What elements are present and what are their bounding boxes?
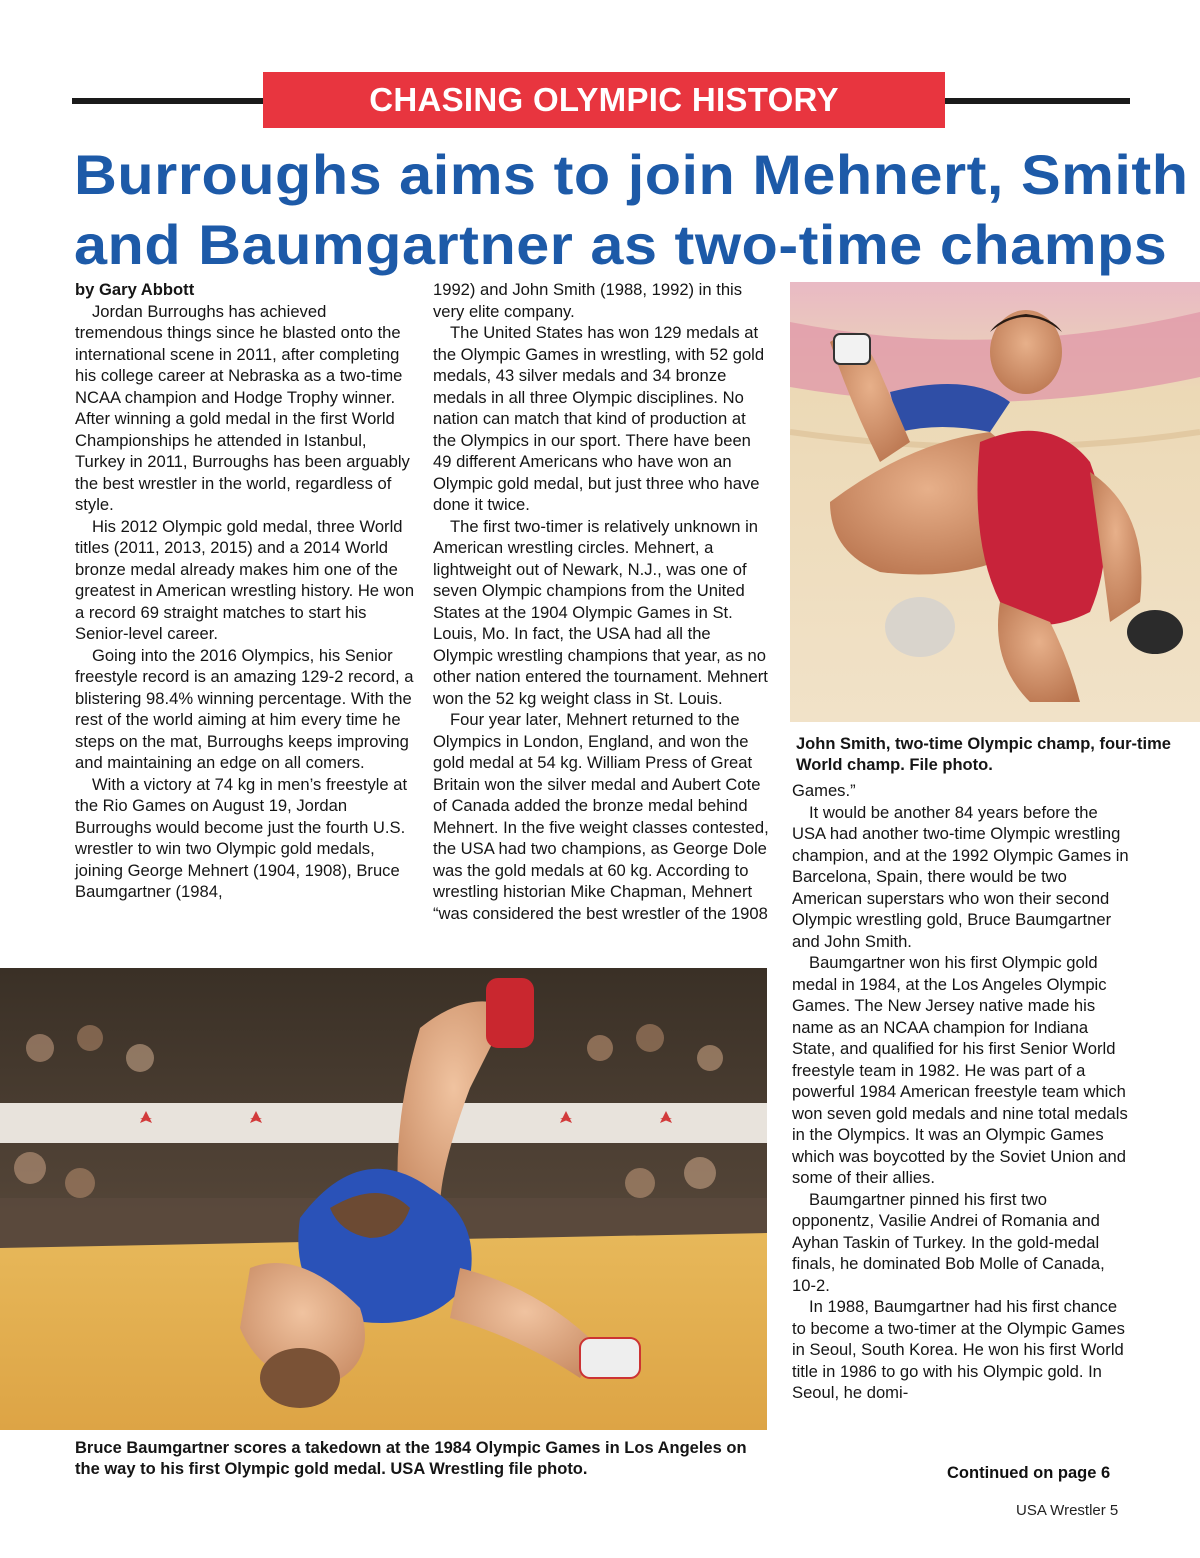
headline-line-2: and Baumgartner as two-time champs xyxy=(74,213,1168,276)
header-rule-right xyxy=(944,98,1130,104)
article-headline xyxy=(74,140,1200,280)
section-banner-title: CHASING OLYMPIC HISTORY xyxy=(369,81,839,118)
paragraph: Baumgartner won his first Olympic gold medal in 1984, at the Los Angeles Olympic Games. The New Jersey native made his name as an NCAA champion for Indiana State, and qualified for his first Senior World freestyle team in 1982. He was part of a powerful 1984 American freestyle team which won seven gold medals and nine total medals in the Olympics. It was an Olympic Games which was boycotted by the Soviet Union and some of their allies. xyxy=(792,953,1128,1187)
paragraph: Jordan Burroughs has achieved tremendous things since he blasted onto the international scene in 2011, after completing his college career at Nebraska as a two-time NCAA champion and Hodge Trophy winner. After winning a gold medal in the first World Championships he attended in Istanbul, Turkey in 2011, Burroughs has been arguably the best wrestler in the world, regardless of style. xyxy=(75,301,410,514)
article-column-1 xyxy=(75,279,415,903)
section-banner xyxy=(263,72,945,128)
photo-john-smith xyxy=(790,282,1200,722)
paragraph: Going into the 2016 Olympics, his Senior freestyle record is an amazing 129-2 record, a blistering 98.4% winning percentage. With the rest of the world aiming at him every time he steps on the mat, Burroughs keeps improving and maintaining an edge on all comers. xyxy=(75,645,414,772)
article-column-2 xyxy=(433,279,773,924)
headline-line-1: Burroughs aims to join Mehnert, Smith xyxy=(74,143,1189,206)
caption-bruce-baumgartner: Bruce Baumgartner scores a takedown at the 1984 Olympic Games in Los Angeles on the way to his first Olympic gold medal. USA Wrestling file photo. xyxy=(75,1439,747,1478)
paragraph: The United States has won 129 medals at the Olympic Games in wrestling, with 52 gold medals, 43 silver medals and 34 bronze medals in all three Olympic disciplines. No nation can match that kind of production at the Olympics in our sport. There have been 49 different Americans who have won an Olympic gold medal, but just three who have done it twice. xyxy=(433,323,765,514)
paragraph: His 2012 Olympic gold medal, three World titles (2011, 2013, 2015) and a 2014 World bronze medal already makes him one of the greatest in American wrestling history. He won a record 69 straight matches to start his Senior-level career. xyxy=(75,516,415,643)
photo-bruce-baumgartner xyxy=(0,968,767,1430)
paragraph: Four year later, Mehnert returned to the Olympics in London, England, and won the gold medal at 54 kg. William Press of Great Britain won the silver medal and Aubert Cote of Canada added the bronze medal behind Mehnert. In the five weight classes contested, the USA had two champions, as George Dole was the gold medals at 60 kg. According to wrestling historian Mike Chapman, Mehnert “was considered the best wrestler of the 1908 xyxy=(433,710,769,923)
page-folio: USA Wrestler 5 xyxy=(1016,1502,1119,1519)
paragraph: With a victory at 74 kg in men’s freestyle at the Rio Games on August 19, Jordan Burroughs would become just the fourth U.S. wrestler to win two Olympic gold medals, joining George Mehnert (1904, 1908), Bruce Baumgartner (1984, xyxy=(75,774,408,901)
byline: by Gary Abbott xyxy=(75,280,195,299)
paragraph: The first two-timer is relatively unknown in American wrestling circles. Mehnert, a lightweight out of Newark, N.J., was one of seven Olympic champions from the United States at the 1904 Olympic Games in St. Louis, Mo. In fact, the USA had all the Olympic wrestling champions that year, as no other nation entered the tournament. Mehnert won the 52 kg weight class in St. Louis. xyxy=(433,516,768,708)
paragraph: Baumgartner pinned his first two opponentz, Vasilie Andrei of Romania and Ayhan Taskin of Turkey. In the gold-medal finals, he dominated Bob Molle of Canada, 10-2. xyxy=(792,1189,1105,1295)
paragraph-continuation: 1992) and John Smith (1988, 1992) in this very elite company. xyxy=(433,280,743,321)
paragraph: In 1988, Baumgartner had his first chance to become a two-timer at the Olympic Games in Seoul, South Korea. He won his first World title in 1986 to go with his Olympic gold. In Seoul, he domi- xyxy=(792,1297,1125,1402)
header-rule-left xyxy=(72,98,264,104)
article-column-3 xyxy=(792,780,1132,1404)
caption-john-smith: John Smith, two-time Olympic champ, four-time World champ. File photo. xyxy=(796,735,1171,774)
continued-notice: Continued on page 6 xyxy=(947,1464,1111,1482)
paragraph-continuation: Games.” xyxy=(792,781,856,800)
paragraph: It would be another 84 years before the USA had another two-time Olympic wrestling champion, and at the 1992 Olympic Games in Barcelona, Spain, there would be two American superstars who won their second Olympic wrestling gold, Bruce Baumgartner and John Smith. xyxy=(792,802,1129,951)
